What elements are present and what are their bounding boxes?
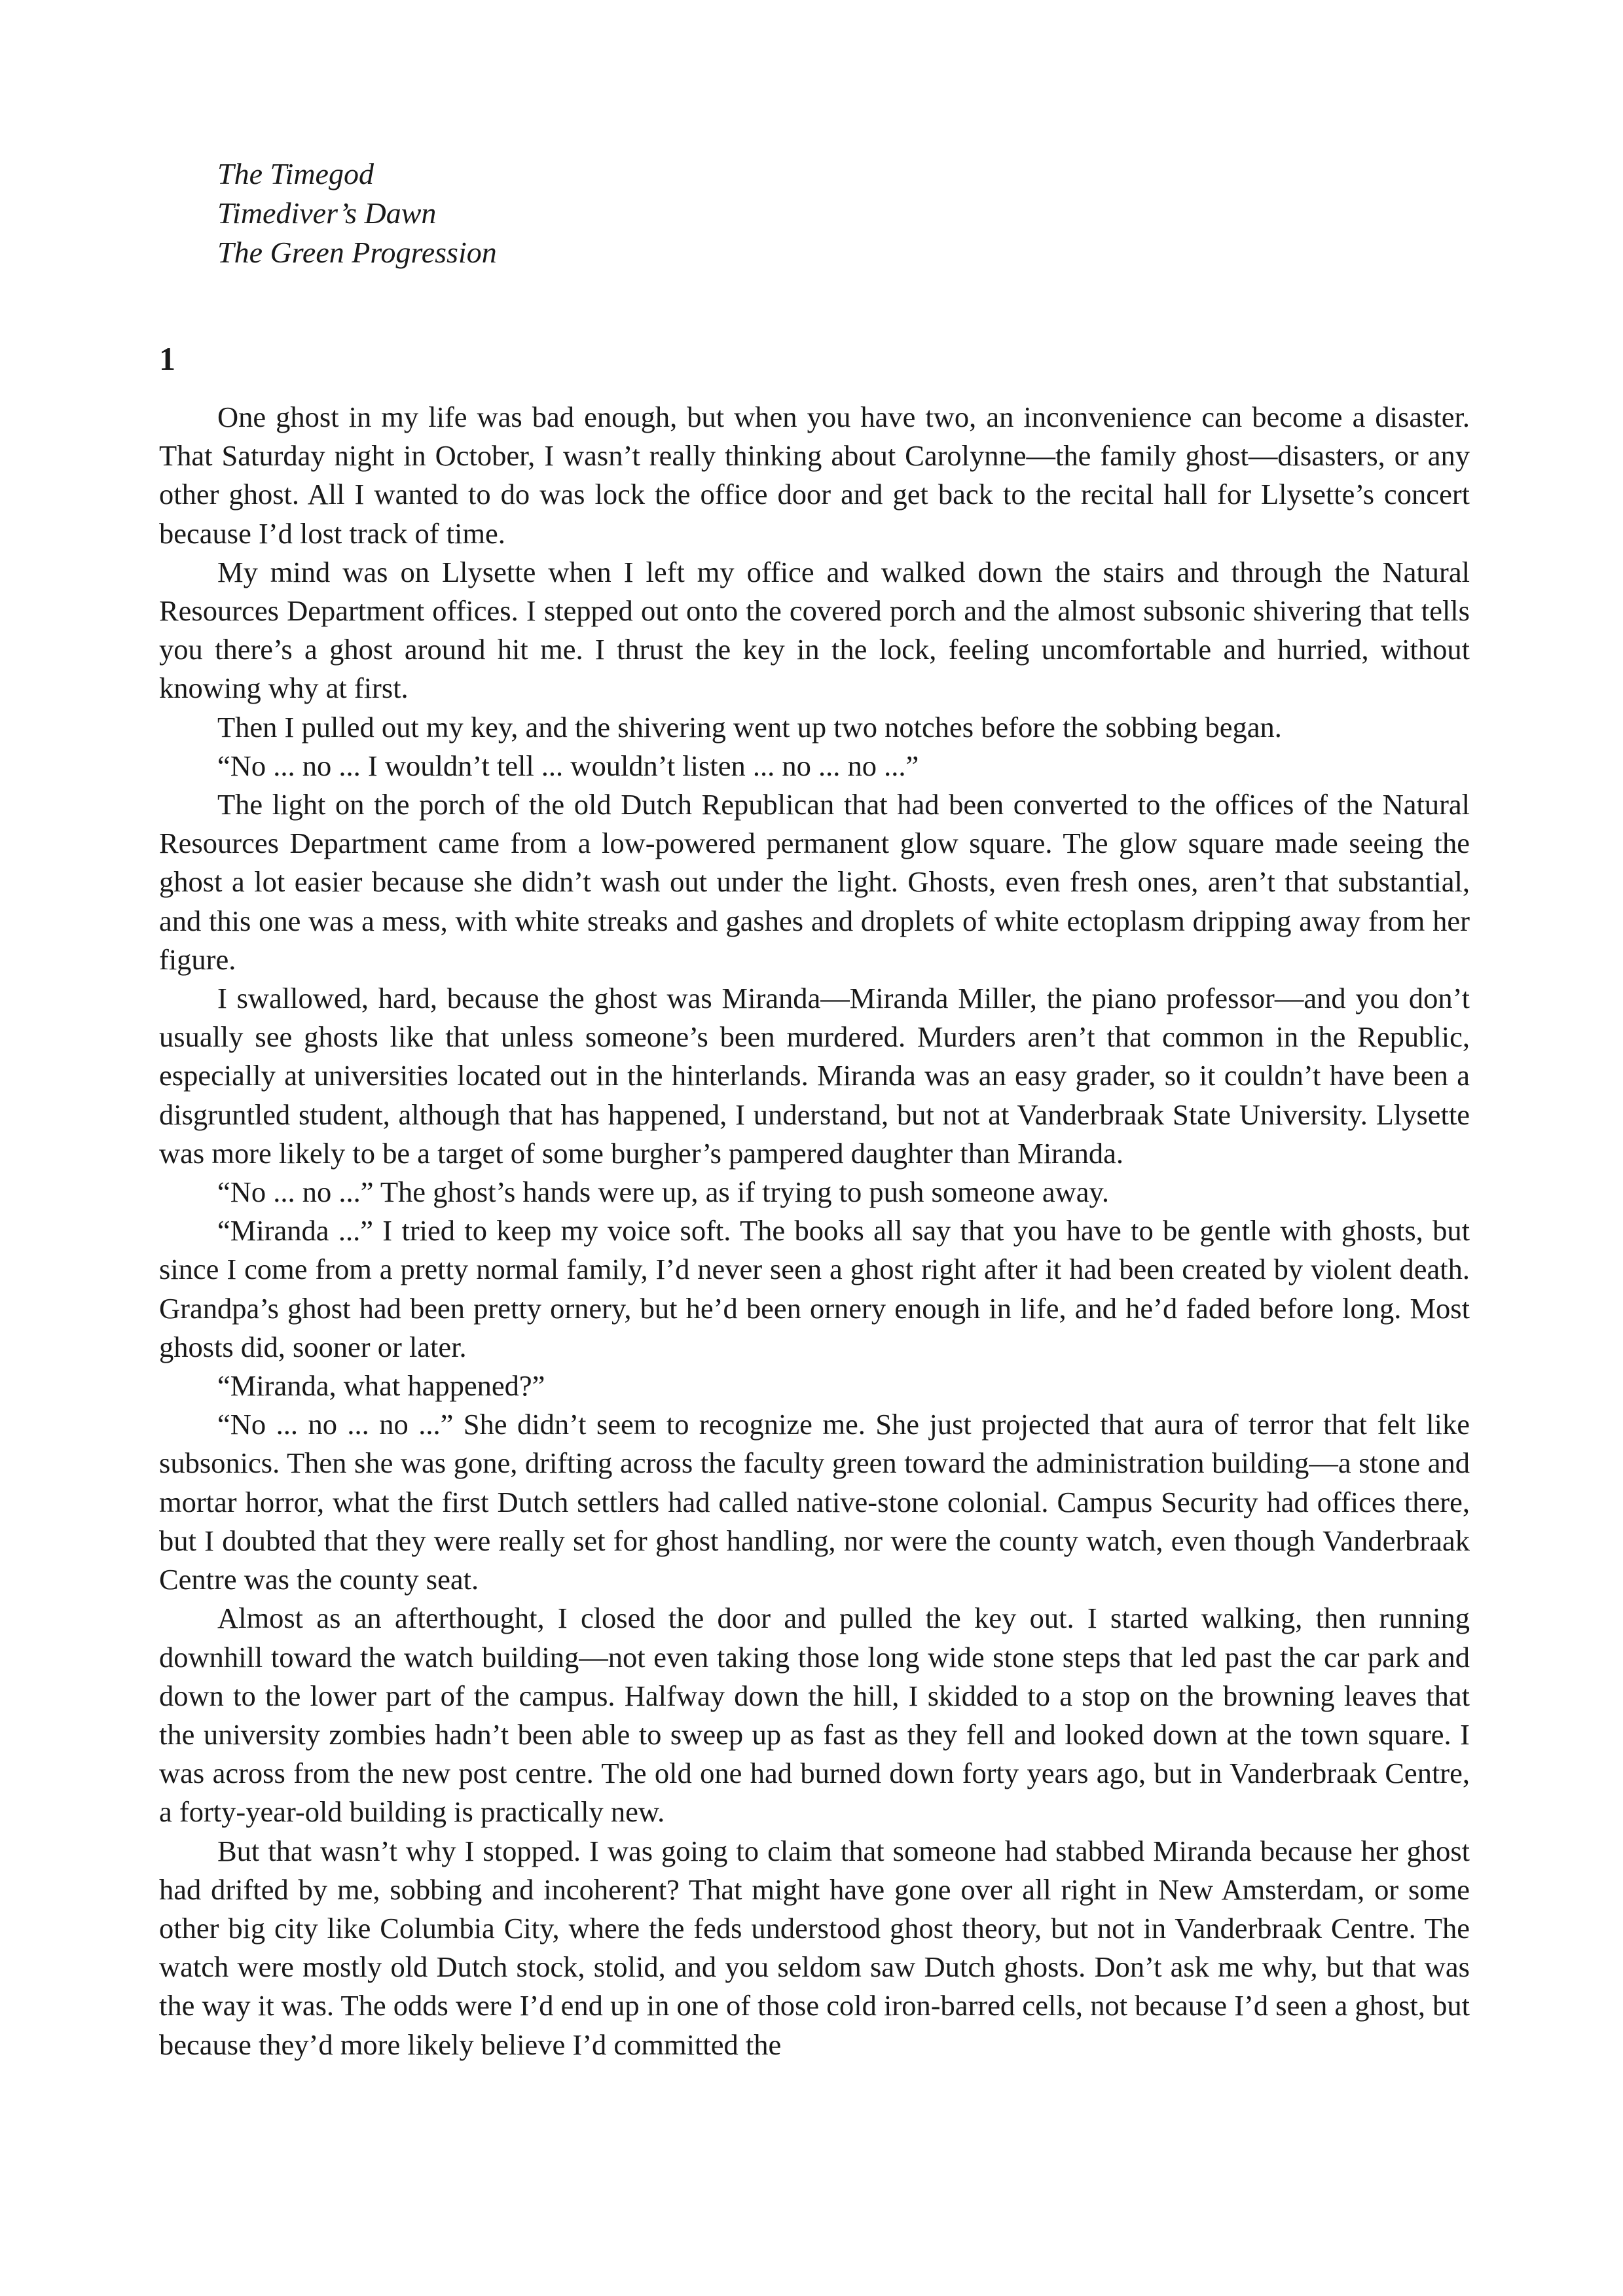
series-title: Timediver’s Dawn <box>217 196 437 230</box>
paragraph: “No ... no ... no ...” She didn’t seem to recognize me. She just projected that aura of terror that felt like subsonics. Then she was gone, drifting across the faculty green toward the administration building—a stone and mortar horror, what the first Dutch settlers had called native-stone colonial. Campus Security had offices there, but I doubted that they were really set for ghost handling, nor were the county watch, even though Vanderbraak Centre was the county seat. <box>159 1408 1470 1596</box>
paragraph: “No ... no ... I wouldn’t tell ... wouldn’t listen ... no ... no ...” <box>217 749 919 782</box>
paragraph: I swallowed, hard, because the ghost was Miranda—Miranda Miller, the piano professor—and you don’t usually see ghosts like that unless someone’s been murdered. Murders aren’t that common in the Republic, especially at universities located out in the hinterlands. Miranda was an easy grader, so it couldn’t have been a disgruntled student, although that has happened, I understand, but not at Vanderbraak State University. Llysette was more likely to be a target of some burgher’s pampered daughter than Miranda. <box>159 982 1470 1170</box>
series-titles-list <box>217 154 1470 272</box>
paragraph: But that wasn’t why I stopped. I was going to claim that someone had stabbed Miranda because her ghost had drifted by me, sobbing and incoherent? That might have gone over all right in New Amsterdam, or some other big city like Columbia City, where the feds understood ghost theory, but not in Vanderbraak Centre. The watch were mostly old Dutch stock, stolid, and you seldom saw Dutch ghosts. Don’t ask me why, but that was the way it was. The odds were I’d end up in one of those cold iron-barred cells, not because I’d seen a ghost, but because they’d more likely believe I’d committed the <box>159 1834 1470 2061</box>
chapter-body <box>159 398 1470 2064</box>
document-page <box>159 154 1470 2064</box>
paragraph: “Miranda, what happened?” <box>217 1369 545 1403</box>
series-title: The Green Progression <box>217 236 497 269</box>
paragraph: One ghost in my life was bad enough, but when you have two, an inconvenience can become a disaster. That Saturday night in October, I wasn’t really thinking about Carolynne—the family ghost—disasters, or any other ghost. All I wanted to do was lock the office door and get back to the recital hall for Llysette’s concert because I’d lost track of time. <box>159 401 1470 550</box>
paragraph: My mind was on Llysette when I left my office and walked down the stairs and through the Natural Resources Department offices. I stepped out onto the covered porch and the almost subsonic shivering that tells you there’s a ghost around hit me. I thrust the key in the lock, feeling uncomfortable and hurried, without knowing why at first. <box>159 555 1470 705</box>
paragraph: “Miranda ...” I tried to keep my voice soft. The books all say that you have to be gentle with ghosts, but since I come from a pretty normal family, I’d never seen a ghost right after it had been created by violent death. Grandpa’s ghost had been pretty ornery, but he’d been ornery enough in life, and he’d faded before long. Most ghosts did, sooner or later. <box>159 1214 1470 1363</box>
paragraph: “No ... no ...” The ghost’s hands were up, as if trying to push someone away. <box>217 1175 1109 1209</box>
paragraph: Then I pulled out my key, and the shivering went up two notches before the sobbing began. <box>217 710 1282 744</box>
paragraph: The light on the porch of the old Dutch Republican that had been converted to the offices of the Natural Resources Department came from a low-powered permanent glow square. The glow square made seeing the ghost a lot easier because she didn’t wash out under the light. Ghosts, even fresh ones, aren’t that substantial, and this one was a mess, with white streaks and gashes and droplets of white ectoplasm dripping away from her figure. <box>159 788 1470 976</box>
series-title: The Timegod <box>217 157 374 190</box>
paragraph: Almost as an afterthought, I closed the door and pulled the key out. I started walking, then running downhill toward the watch building—not even taking those long wide stone steps that led past the car park and down to the lower part of the campus. Halfway down the hill, I skidded to a stop on the browning leaves that the university zombies hadn’t been able to sweep up as fast as they fell and looked down at the town square. I was across from the new post centre. The old one had burned down forty years ago, but in Vanderbraak Centre, a forty-year-old building is practically new. <box>159 1602 1470 1829</box>
chapter-number: 1 <box>159 340 175 377</box>
